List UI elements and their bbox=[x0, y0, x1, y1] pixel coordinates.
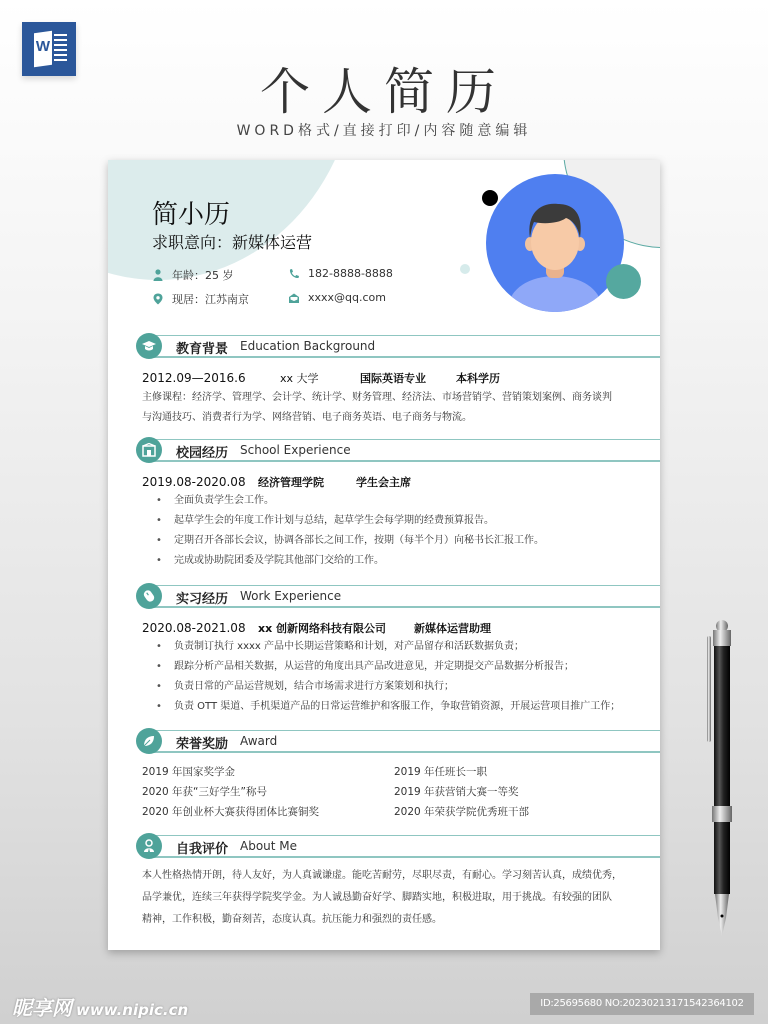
decor-dot-teal bbox=[606, 264, 641, 299]
page-subtitle: WORD格式/直接打印/内容随意编辑 bbox=[236, 123, 532, 139]
awards-header bbox=[136, 728, 660, 754]
page-title: 个人简历 bbox=[260, 63, 508, 121]
section-title-en: School Experience bbox=[240, 443, 351, 457]
education-major: 国际英语专业 bbox=[360, 372, 426, 385]
decor-dot-black bbox=[482, 190, 498, 206]
list-item: • 完成或协助院团委及学院其他部门交给的工作。 bbox=[156, 551, 660, 571]
school-role: 学生会主席 bbox=[356, 476, 411, 489]
section-title-cn: 校园经历 bbox=[176, 446, 229, 461]
award-item: 2020 年创业杯大赛获得团体比赛铜奖 bbox=[142, 806, 320, 818]
school-period: 2019.08-2020.08 bbox=[142, 475, 246, 489]
education-period: 2012.09—2016.6 bbox=[142, 371, 246, 385]
watermark-id: ID:25695680 NO:20230213171542364102 bbox=[530, 993, 754, 1015]
list-item: • 全面负责学生会工作。 bbox=[156, 491, 660, 511]
about-line: 品学兼优，连续三年获得学院奖学金。为人诚恳勤奋好学、脚踏实地，积极进取，用于挑战。有较强的团队 bbox=[142, 892, 612, 903]
watermark-brand bbox=[12, 992, 188, 1021]
email-icon bbox=[288, 292, 300, 304]
age-text: 年龄：25 岁 bbox=[172, 269, 234, 282]
phone-info bbox=[288, 267, 393, 280]
list-item: • 负责日常的产品运营规划，结合市场需求进行方案策划和执行； bbox=[156, 677, 660, 697]
person-icon bbox=[152, 269, 164, 281]
list-item: • 定期召开各部长会议，协调各部长之间工作，按期（每半个月）向秘书长汇报工作。 bbox=[156, 531, 660, 551]
about-header bbox=[136, 833, 660, 859]
award-item: 2020 年获“三好学生”称号 bbox=[142, 786, 267, 798]
job-intent: 求职意向：新媒体运营 bbox=[152, 233, 313, 252]
section-title-cn: 自我评价 bbox=[176, 842, 229, 857]
education-degree: 本科学历 bbox=[456, 372, 500, 385]
about-section bbox=[136, 833, 660, 931]
work-period: 2020.08-2021.08 bbox=[142, 621, 246, 635]
about-line: 精神，工作积极，勤奋刻苦，态度认真。抗压能力和强烈的责任感。 bbox=[142, 914, 442, 925]
work-row bbox=[142, 619, 660, 637]
email-info bbox=[288, 291, 386, 304]
list-item: • 负责制订执行 xxxx 产品中长期运营策略和计划，对产品留存和活跃数据负责； bbox=[156, 637, 660, 657]
section-title-cn: 荣誉奖励 bbox=[176, 737, 229, 752]
award-item: 2020 年荣获学院优秀班干部 bbox=[394, 806, 530, 818]
fountain-pen-icon bbox=[706, 618, 736, 938]
education-section bbox=[136, 333, 660, 428]
award-item: 2019 年国家奖学金 bbox=[142, 766, 236, 778]
decor-dot-light bbox=[460, 264, 470, 274]
school-row bbox=[142, 473, 660, 491]
section-title-en: About Me bbox=[240, 839, 298, 853]
school-section bbox=[136, 437, 660, 571]
awards-section bbox=[136, 728, 660, 822]
work-company: xx 创新网络科技有限公司 bbox=[258, 622, 387, 635]
avatar bbox=[486, 174, 624, 312]
location-text: 现居：江苏南京 bbox=[172, 293, 249, 306]
phone-icon bbox=[288, 268, 300, 280]
list-item: • 跟踪分析产品相关数据，从运营的角度出具产品改进意见，并定期提交产品数据分析报告； bbox=[156, 657, 660, 677]
work-duties bbox=[156, 637, 660, 717]
watermark-brand-text: 昵享网 bbox=[12, 996, 72, 1020]
work-role: 新媒体运营助理 bbox=[414, 622, 491, 635]
award-item: 2019 年任班长一职 bbox=[394, 766, 488, 778]
resume-card bbox=[108, 160, 660, 950]
courses-line: 与沟通技巧、消费者行为学、网络营销、电子商务英语、电子商务与物流。 bbox=[142, 412, 472, 423]
decor-blob bbox=[108, 160, 358, 280]
section-title-cn: 教育背景 bbox=[176, 342, 229, 357]
education-school: xx 大学 bbox=[280, 372, 319, 385]
award-item: 2019 年获营销大赛一等奖 bbox=[394, 786, 519, 798]
school-building-icon bbox=[136, 437, 162, 463]
about-line: 本人性格热情开朗，待人友好，为人真诚谦虚。能吃苦耐劳，尽职尽责，有耐心。学习刻苦认真，成绩优秀， bbox=[142, 870, 622, 881]
section-title-en: Award bbox=[240, 734, 278, 748]
person-illustration-icon bbox=[486, 174, 624, 312]
age-info bbox=[152, 267, 234, 283]
phone-text: 182-8888-8888 bbox=[308, 267, 393, 280]
graduation-cap-icon bbox=[136, 333, 162, 359]
mouse-icon bbox=[136, 583, 162, 609]
leaf-icon bbox=[136, 728, 162, 754]
candidate-name: 简小历 bbox=[152, 200, 231, 230]
work-header bbox=[136, 583, 660, 609]
school-header bbox=[136, 437, 660, 463]
education-courses bbox=[142, 388, 660, 428]
location-info bbox=[152, 291, 249, 307]
awards-grid bbox=[142, 762, 660, 822]
about-text bbox=[142, 865, 660, 931]
section-title-en: Work Experience bbox=[240, 589, 342, 603]
email-text: xxxx@qq.com bbox=[308, 291, 386, 304]
location-pin-icon bbox=[152, 293, 164, 305]
watermark-url: www.nipic.cn bbox=[76, 1001, 189, 1019]
school-org: 经济管理学院 bbox=[258, 476, 324, 489]
list-item: • 负责 OTT 渠道、手机渠道产品的日常运营维护和客服工作，争取营销资源，开展运营项目推广工作； bbox=[156, 697, 660, 717]
section-title-cn: 实习经历 bbox=[176, 592, 229, 607]
education-row bbox=[142, 369, 660, 387]
courses-line: 主修课程：经济学、管理学、会计学、统计学、财务管理、经济法、市场营销学、营销策划案例、商务谈判 bbox=[142, 392, 612, 403]
list-item: • 起草学生会的年度工作计划与总结，起草学生会每学期的经费预算报告。 bbox=[156, 511, 660, 531]
user-icon bbox=[136, 833, 162, 859]
section-title-en: Education Background bbox=[240, 339, 376, 353]
education-header bbox=[136, 333, 660, 359]
work-section bbox=[136, 583, 660, 717]
word-letter: W bbox=[35, 38, 51, 55]
school-duties bbox=[156, 491, 660, 571]
